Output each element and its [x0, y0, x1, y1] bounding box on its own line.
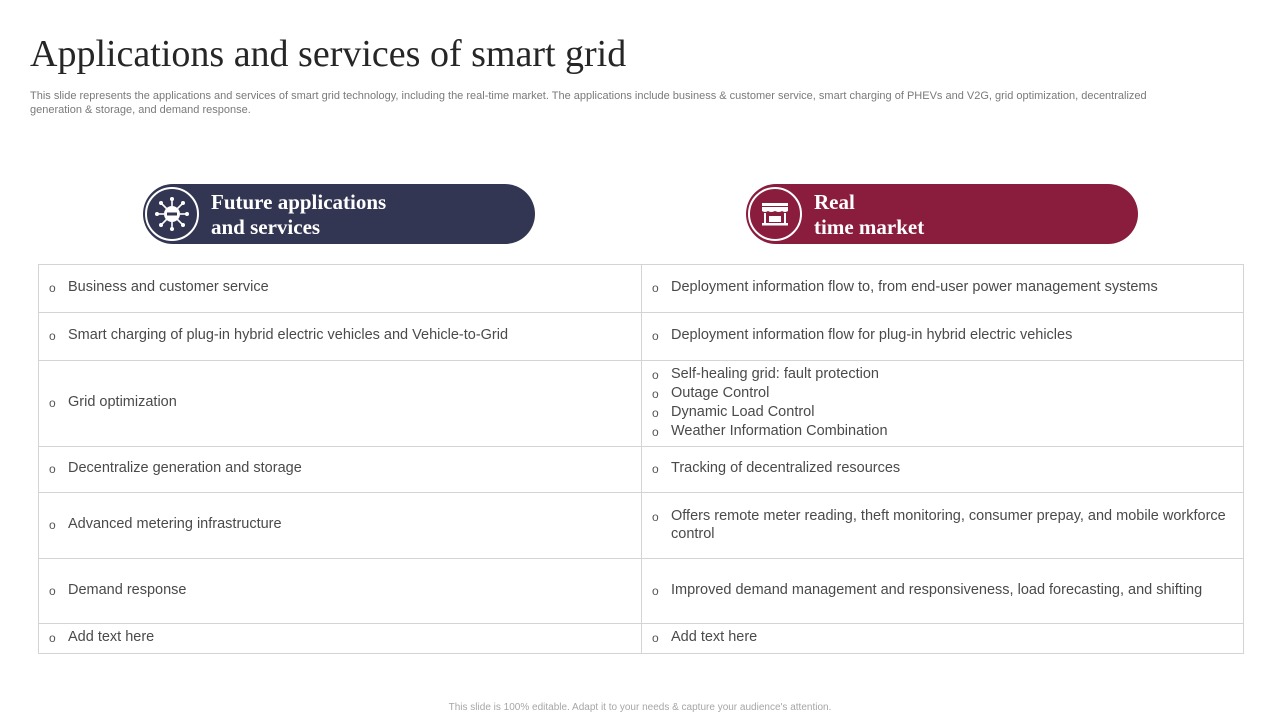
network-hub-icon	[145, 187, 199, 241]
list-item: o Offers remote meter reading, theft monitoring, consumer prepay, and mobile workforce control	[652, 508, 1226, 542]
bullet-icon: o	[652, 281, 659, 295]
list-item: o Outage Control	[652, 385, 1233, 404]
slide-footer: This slide is 100% editable. Adapt it to your needs & capture your audience's attention.	[448, 702, 832, 713]
header-right-line2: time market	[814, 215, 925, 239]
table-row	[39, 624, 1244, 654]
bullet-icon: o	[652, 405, 659, 420]
list-item: o Add text here	[49, 629, 631, 648]
list-item: o Dynamic Load Control	[652, 404, 1233, 423]
bullet-icon: o	[49, 631, 56, 645]
table-row	[39, 559, 1244, 624]
list-item: o Add text here	[652, 629, 1233, 648]
list-item: o Decentralize generation and storage	[49, 460, 631, 479]
bullet-icon: o	[652, 386, 659, 401]
list-item: o Advanced metering infrastructure	[49, 516, 631, 535]
header-right-line1: Real	[814, 190, 855, 214]
table-row	[39, 493, 1244, 559]
bullet-icon: o	[49, 281, 56, 295]
bullet-icon: o	[652, 424, 659, 439]
list-item: o Tracking of decentralized resources	[652, 460, 1233, 479]
header-left-line2: and services	[211, 215, 321, 239]
header-future-applications	[143, 184, 535, 244]
bullet-icon: o	[49, 583, 56, 598]
list-item: o Improved demand management and responsiveness, load forecasting, and shifting	[652, 582, 1233, 601]
slide-subtitle: This slide represents the applications and services of smart grid technology, including the real-time market. The applications include business & customer service, smart charging of PHEVs and V2G, grid optimization, decentralized generation & storage, and demand response.	[30, 90, 1147, 116]
table-row	[39, 361, 1244, 447]
list-item: o Weather Information Combination	[652, 423, 1233, 442]
table-row	[39, 447, 1244, 493]
list-item: o Smart charging of plug-in hybrid electric vehicles and Vehicle-to-Grid	[49, 327, 631, 346]
table-row	[39, 313, 1244, 361]
bullet-icon: o	[652, 367, 659, 382]
list-item: o Grid optimization	[49, 394, 631, 413]
list-item: o Demand response	[49, 582, 631, 601]
bullet-icon: o	[652, 631, 659, 645]
bullet-icon: o	[49, 329, 56, 343]
bullet-icon: o	[49, 396, 56, 410]
market-stall-icon	[748, 187, 802, 241]
bullet-icon: o	[652, 462, 659, 476]
bullet-icon: o	[652, 583, 659, 598]
list-item: o Deployment information flow for plug-in hybrid electric vehicles	[652, 327, 1233, 346]
list-item: o Business and customer service	[49, 279, 631, 298]
slide-title: Applications and services of smart grid	[30, 33, 627, 75]
bullet-icon: o	[652, 329, 659, 343]
bullet-icon: o	[49, 462, 56, 476]
applications-table	[38, 264, 1244, 654]
table-row	[39, 265, 1244, 313]
list-item: o Deployment information flow to, from end-user power management systems	[652, 279, 1233, 298]
bullet-icon: o	[49, 518, 56, 532]
header-left-line1: Future applications	[211, 190, 387, 214]
list-item: o Self-healing grid: fault protection	[652, 366, 1233, 385]
bullet-icon: o	[652, 510, 659, 524]
header-real-time-market	[746, 184, 1138, 244]
